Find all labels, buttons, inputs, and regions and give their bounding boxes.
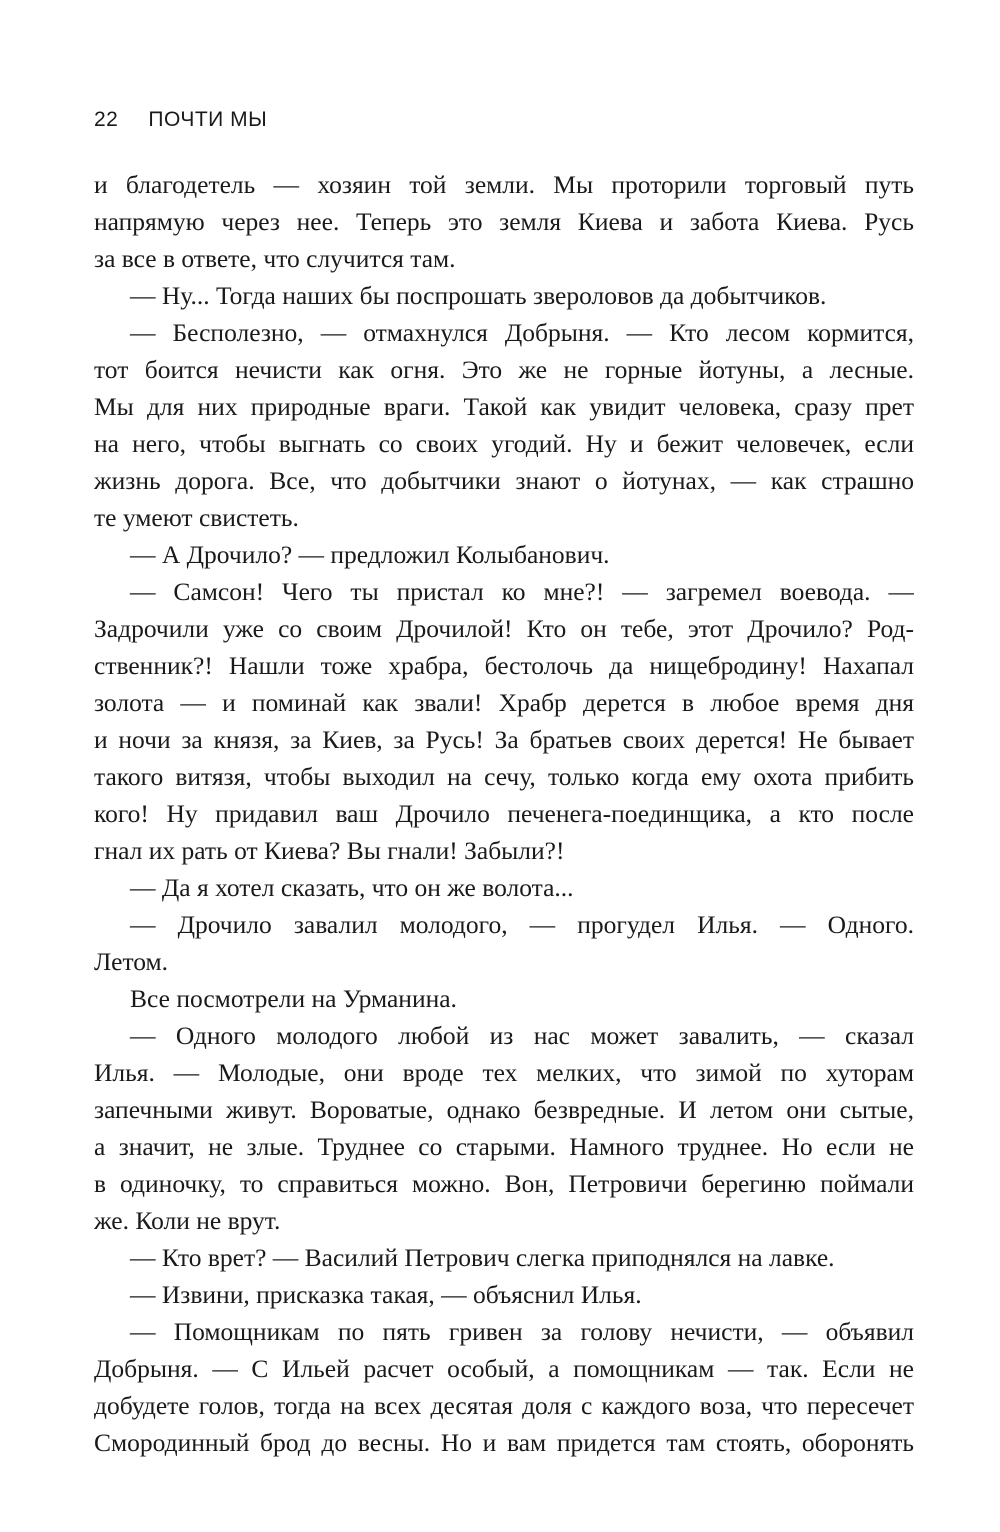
text-line: ственник?! Нашли тоже храбра, бестолочь да нищебродину! Нахапал [94, 651, 914, 680]
text-line: кого! Ну придавил ваш Дрочило печенега-поединщика, а кто после [94, 799, 914, 828]
text-line: — Извини, присказка такая, — объяснил Илья. [130, 1280, 642, 1309]
text-line: на него, чтобы выгнать со своих угодий. Ну и бежит человечек, если [94, 429, 914, 458]
page-number: 22 [94, 108, 119, 131]
text-line: те умеют свистеть. [94, 503, 299, 532]
text-line: — Да я хотел сказать, что он же волота... [130, 873, 574, 902]
text-line: — А Дрочило? — предложил Колыбанович. [130, 540, 610, 569]
text-line: добудете голов, тогда на всех десятая доля с каждого воза, что пересечет [94, 1391, 914, 1420]
text-line: напрямую через нее. Теперь это земля Киева и забота Киева. Русь [94, 207, 914, 236]
text-line: же. Коли не врут. [94, 1206, 281, 1235]
text-line: тот боится нечисти как огня. Это же не горные йотуны, а лесные. [94, 355, 914, 384]
text-line: — Бесполезно, — отмахнулся Добрыня. — Кто лесом кормится, [130, 318, 914, 347]
text-line: и благодетель — хозяин той земли. Мы проторили торговый путь [94, 170, 914, 199]
text-line: — Кто врет? — Василий Петрович слегка приподнялся на лавке. [130, 1243, 835, 1272]
running-header [94, 108, 267, 132]
text-line: — Самсон! Чего ты пристал ко мне?! — загремел воевода. — [130, 577, 914, 606]
text-line: Илья. — Молодые, они вроде тех мелких, что зимой по хуторам [94, 1058, 914, 1087]
text-line: такого витязя, чтобы выходил на сечу, только когда ему охота прибить [94, 762, 914, 791]
text-line: жизнь дорога. Все, что добытчики знают о йотунах, — как страшно [94, 466, 914, 495]
text-line: — Помощникам по пять гривен за голову нечисти, — объявил [130, 1317, 914, 1346]
text-line: — Одного молодого любой из нас может завалить, — сказал [130, 1021, 914, 1050]
text-line: а значит, не злые. Труднее со старыми. Намного труднее. Но если не [94, 1132, 914, 1161]
body-text [94, 166, 914, 1461]
book-title: ПОЧТИ МЫ [148, 108, 268, 131]
text-line: Задрочили уже со своим Дрочилой! Кто он тебе, этот Дрочило? Род- [94, 614, 914, 643]
text-line: гнал их рать от Киева? Вы гнали! Забыли?! [94, 836, 565, 865]
text-line: за все в ответе, что случится там. [94, 244, 456, 273]
text-line: и ночи за князя, за Киев, за Русь! За братьев своих дерется! Не бывает [94, 725, 914, 754]
text-line: в одиночку, то справиться можно. Вон, Петровичи берегиню поймали [94, 1169, 914, 1198]
text-line: Смородинный брод до весны. Но и вам придется там стоять, оборонять [94, 1428, 914, 1457]
text-line: — Дрочило завалил молодого, — прогудел Илья. — Одного. [130, 910, 914, 939]
text-line: Все посмотрели на Урманина. [130, 984, 457, 1013]
text-line: Добрыня. — С Ильей расчет особый, а помощникам — так. Если не [94, 1354, 914, 1383]
text-line: — Ну... Тогда наших бы поспрошать звероловов да добытчиков. [130, 281, 827, 310]
text-line: запечными живут. Вороватые, однако безвредные. И летом они сытые, [94, 1095, 914, 1124]
text-line: Мы для них природные враги. Такой как увидит человека, сразу прет [94, 392, 914, 421]
text-line: Летом. [94, 947, 169, 976]
text-line: золота — и поминай как звали! Храбр дерется в любое время дня [94, 688, 914, 717]
